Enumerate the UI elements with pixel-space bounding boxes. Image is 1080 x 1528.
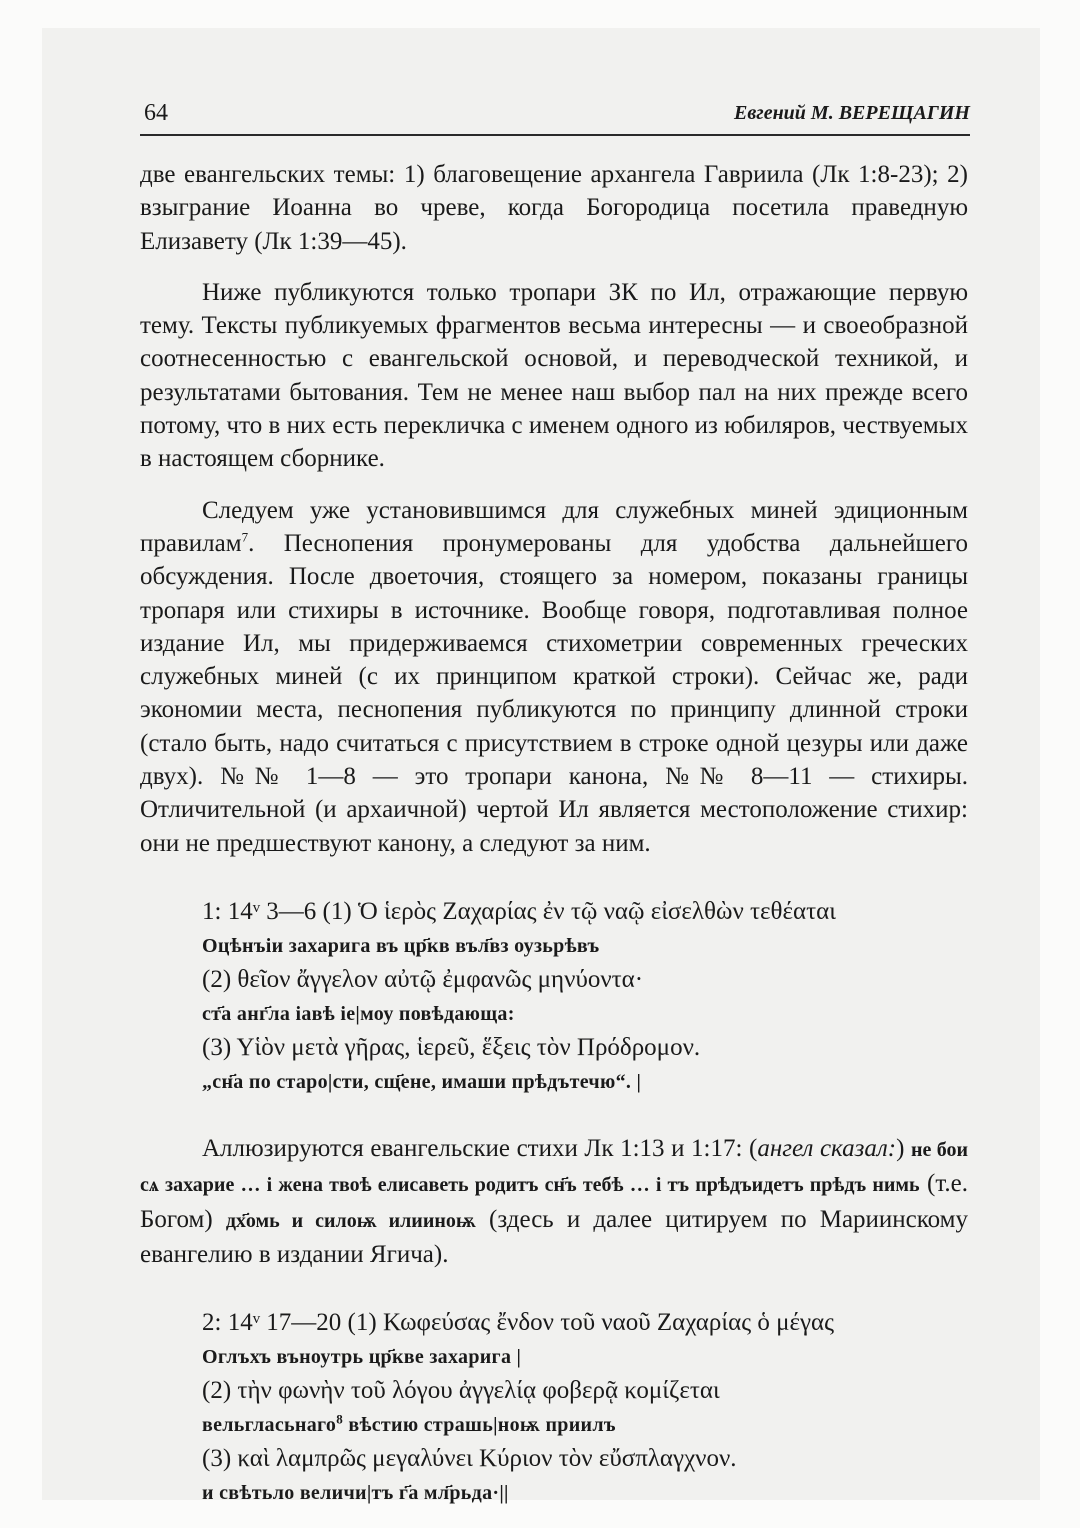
greek-line: 1: 14ᵛ 3—6 (1) Ὁ ἱερὸς Ζαχαρίας ἐν τῷ ναῷ εἰσελθὼν τεθέαται — [202, 897, 836, 925]
paragraph: Аллюзируются евангельские стихи Лк 1:13 и 1:17: (ангел сказал:) не бои сѧ захарие … і жена твоѣ елисаветь родитъ сн҃ъ тебѣ … і тъ прѣдъидетъ прѣдъ нимь (т.е. Богом) дх҃омь и силоѭ илииноѭ (здесь и далее цитируем по Мариинскому евангелию в издании Ягича). — [140, 1134, 969, 1268]
footnote-ref: 7 — [241, 529, 249, 545]
hymn-citation-1 — [140, 894, 968, 1098]
running-head-author: Евгений М. ВЕРЕЩАГИН — [734, 102, 970, 124]
greek-line: (3) καὶ λαμπρῶς μεγαλύνει Κύριον τὸν εὔσπλαγχνον. — [202, 1445, 737, 1473]
paragraph: две евангельских темы: 1) благовещение архангела Гавриила (Лк 1:8-23); 2) взыграние Иоанна во чреве, когда Богородица посетила праведную Елизавету (Лк 1:39—45). — [140, 161, 968, 255]
header-rule — [140, 134, 970, 136]
page-number: 64 — [144, 100, 168, 126]
greek-line: (3) Υἱὸν μετὰ γῆρας, ἱερεῦ, ἕξεις τὸν Πρόδρομον. — [202, 1033, 701, 1061]
footnote-ref: 8 — [336, 1411, 344, 1427]
hymn-citation-2 — [140, 1305, 968, 1509]
paragraph: Следуем уже установившимся для служебных миней эдиционным правилам$^7$. Песнопения пронумерованы для удобства дальнейшего обсуждения. После двоеточия, стоящего за номером, показаны границы тропаря или стихиры в источнике. Вообще говоря, подготавливая полное издание Ил, мы придерживаемся стихометрии современных греческих служебных миней (с их принципом краткой строки). Сейчас же, ради экономии места, песнопения публикуются по принципу длинной строки (стало быть, надо считаться с присутствием в строке одной цезуры или даже двух). №№ 1—8 — это тропари канона, №№ 8—11 — стихиры. Отличительной (и архаичной) чертой Ил является местоположение стихир: они не предшествуют канону, а следуют за ним. — [140, 496, 968, 857]
slavonic-line: Оцѣнъіи захарига въ цр҃кв въл҃вз оузьрѣвъ — [202, 934, 600, 957]
slavonic-line: ст҃а анг҃ла іавѣ іе|моу повѣдающа: — [202, 1002, 515, 1025]
document-page — [140, 0, 970, 1528]
greek-line: (2) θεῖον ἄγγελον αὐτῷ ἐμφανῶς μηνύοντα· — [202, 965, 644, 993]
slavonic-line: вельгласьнаго$^8$ вѣстию страшь|ноѭ приилъ — [202, 1411, 616, 1437]
slavonic-line: „сн҃а по старо|сти, сщ҃ене, имаши прѣдътечю“. | — [202, 1070, 642, 1093]
slavonic-line: Оглъхъ въноутрь цр҃кве захарига | — [202, 1346, 522, 1369]
paragraph: Ниже публикуются только тропари ЗК по Ил, отражающие первую тему. Тексты публикуемых фрагментов весьма интересны — и своеобразной соотнесенностью с евангельской основой, и переводческой техникой, и результатами бытования. Тем не менее наш выбор пал на них прежде всего потому, что в них есть перекличка с именем одного из юбиляров, чествуемых в настоящем сборнике. — [140, 278, 968, 473]
greek-line: (2) τὴν φωνὴν τοῦ λόγου ἀγγελίᾳ φοβερᾷ κομίζεται — [202, 1377, 720, 1405]
greek-line: 2: 14ᵛ 17—20 (1) Κωφεύσας ἔνδον τοῦ ναοῦ Ζαχαρίας ὁ μέγας — [202, 1309, 835, 1337]
slavonic-line: и свѣтьло величи|тъ г҃а мл҃рьда·|| — [202, 1482, 509, 1505]
main-text — [140, 158, 968, 1509]
